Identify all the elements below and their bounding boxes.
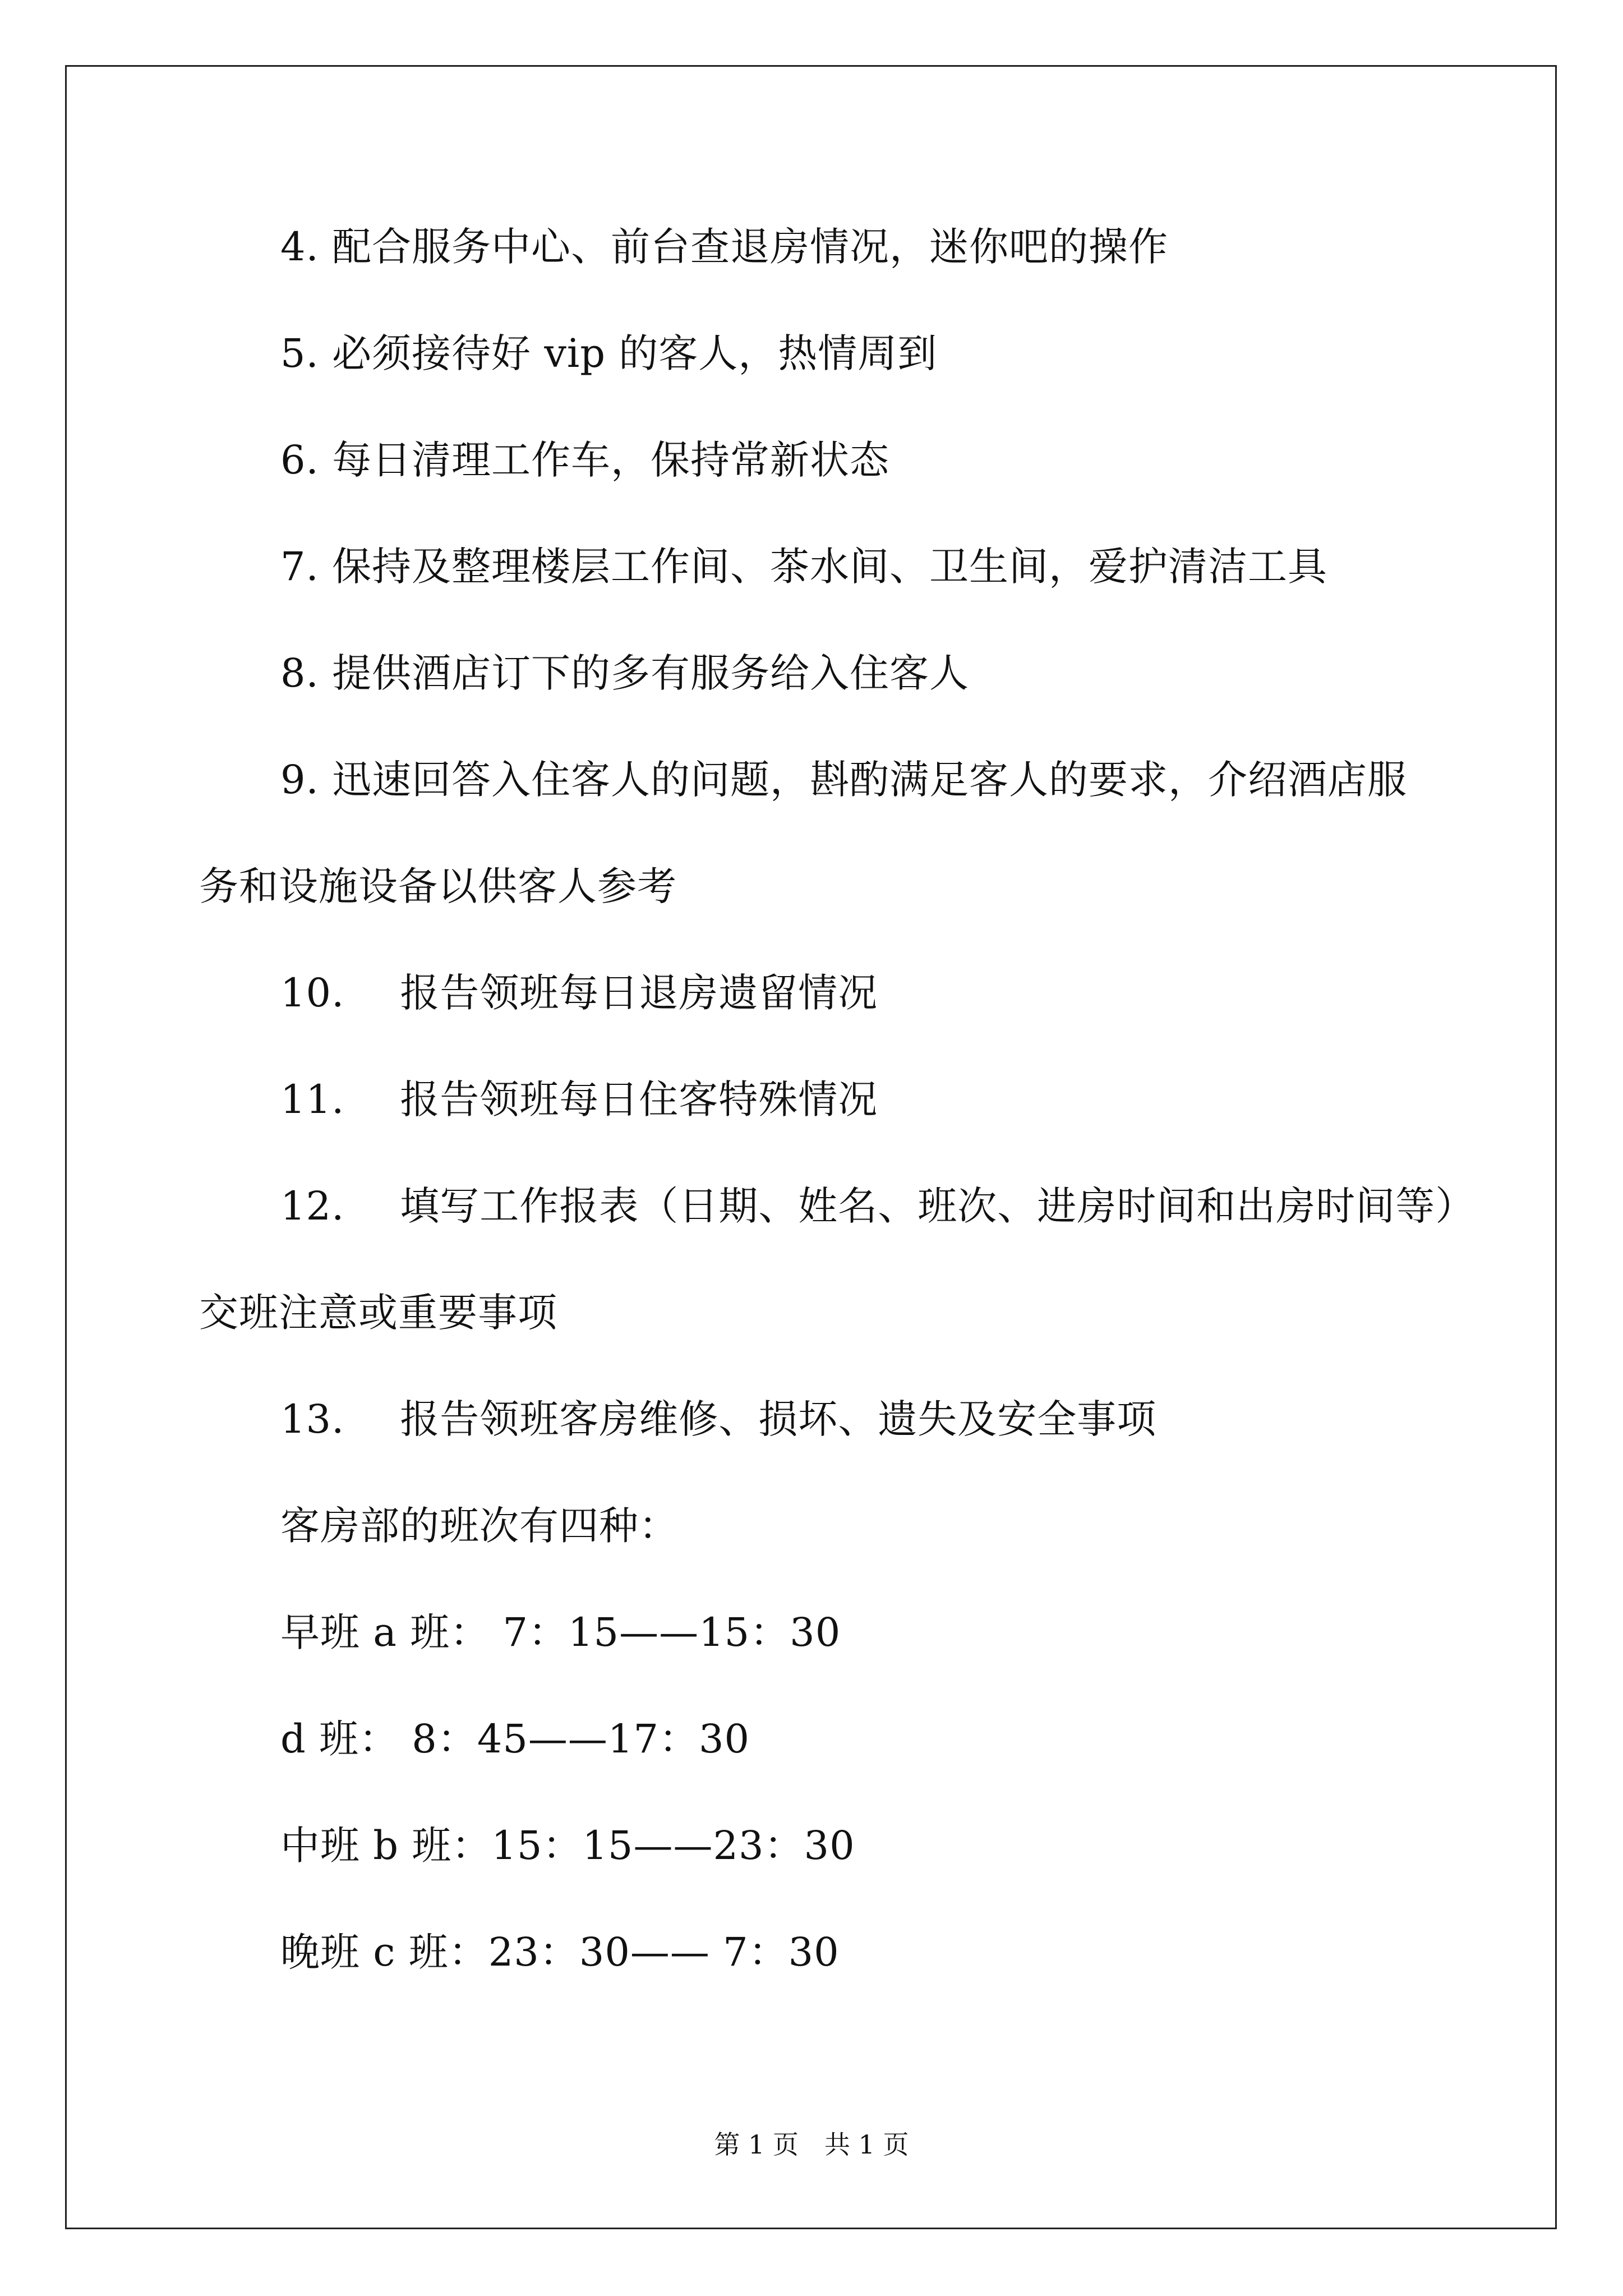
item-number: 10. bbox=[280, 970, 345, 1016]
list-item bbox=[199, 544, 1327, 589]
item-number: 8. bbox=[280, 650, 319, 696]
item-text: 必须接待好 vip 的客人，热情周到 bbox=[332, 330, 938, 376]
list-item bbox=[199, 1184, 1475, 1228]
item-continuation: 交班注意或重要事项 bbox=[199, 1290, 557, 1336]
list-item bbox=[199, 224, 1168, 269]
item-number: 5. bbox=[280, 330, 319, 376]
item-number: 11. bbox=[280, 1076, 345, 1122]
list-item bbox=[199, 970, 878, 1015]
item-number: 4. bbox=[280, 224, 319, 270]
shift-line: d 班： 8：45——17：30 bbox=[280, 1716, 750, 1762]
item-number: 7. bbox=[280, 544, 319, 590]
item-text: 报告领班每日住客特殊情况 bbox=[400, 1076, 878, 1122]
item-continuation: 务和设施设备以供客人参考 bbox=[199, 863, 677, 909]
item-text: 每日清理工作车，保持常新状态 bbox=[332, 437, 890, 483]
page-border bbox=[65, 65, 1557, 2229]
item-text: 填写工作报表（日期、姓名、班次、进房时间和出房时间等） bbox=[400, 1183, 1476, 1229]
item-text: 提供酒店订下的多有服务给入住客人 bbox=[332, 650, 970, 696]
list-item bbox=[199, 651, 969, 696]
list-item bbox=[199, 331, 937, 376]
list-item bbox=[199, 1397, 1156, 1442]
item-number: 13. bbox=[280, 1396, 345, 1442]
item-text: 迅速回答入住客人的问题，斟酌满足客人的要求，介绍酒店服 bbox=[332, 757, 1408, 803]
list-item bbox=[199, 438, 889, 482]
shift-line: 早班 a 班： 7：15——15：30 bbox=[280, 1609, 841, 1655]
item-number: 9. bbox=[280, 757, 319, 803]
item-text: 报告领班客房维修、损坏、遗失及安全事项 bbox=[400, 1396, 1157, 1442]
shift-line: 晚班 c 班：23：30—— 7：30 bbox=[280, 1929, 840, 1975]
item-text: 配合服务中心、前台查退房情况，迷你吧的操作 bbox=[332, 224, 1169, 270]
shift-line: 中班 b 班：15：15——23：30 bbox=[280, 1823, 855, 1869]
item-number: 12. bbox=[280, 1183, 345, 1229]
page-footer: 第 1 页 共 1 页 bbox=[714, 2129, 909, 2160]
list-item bbox=[199, 1077, 878, 1122]
shifts-intro: 客房部的班次有四种： bbox=[280, 1503, 679, 1549]
item-number: 6. bbox=[280, 437, 319, 483]
item-text: 报告领班每日退房遗留情况 bbox=[400, 970, 878, 1016]
item-text: 保持及整理楼层工作间、茶水间、卫生间，爱护清洁工具 bbox=[332, 544, 1328, 590]
list-item bbox=[199, 757, 1407, 802]
